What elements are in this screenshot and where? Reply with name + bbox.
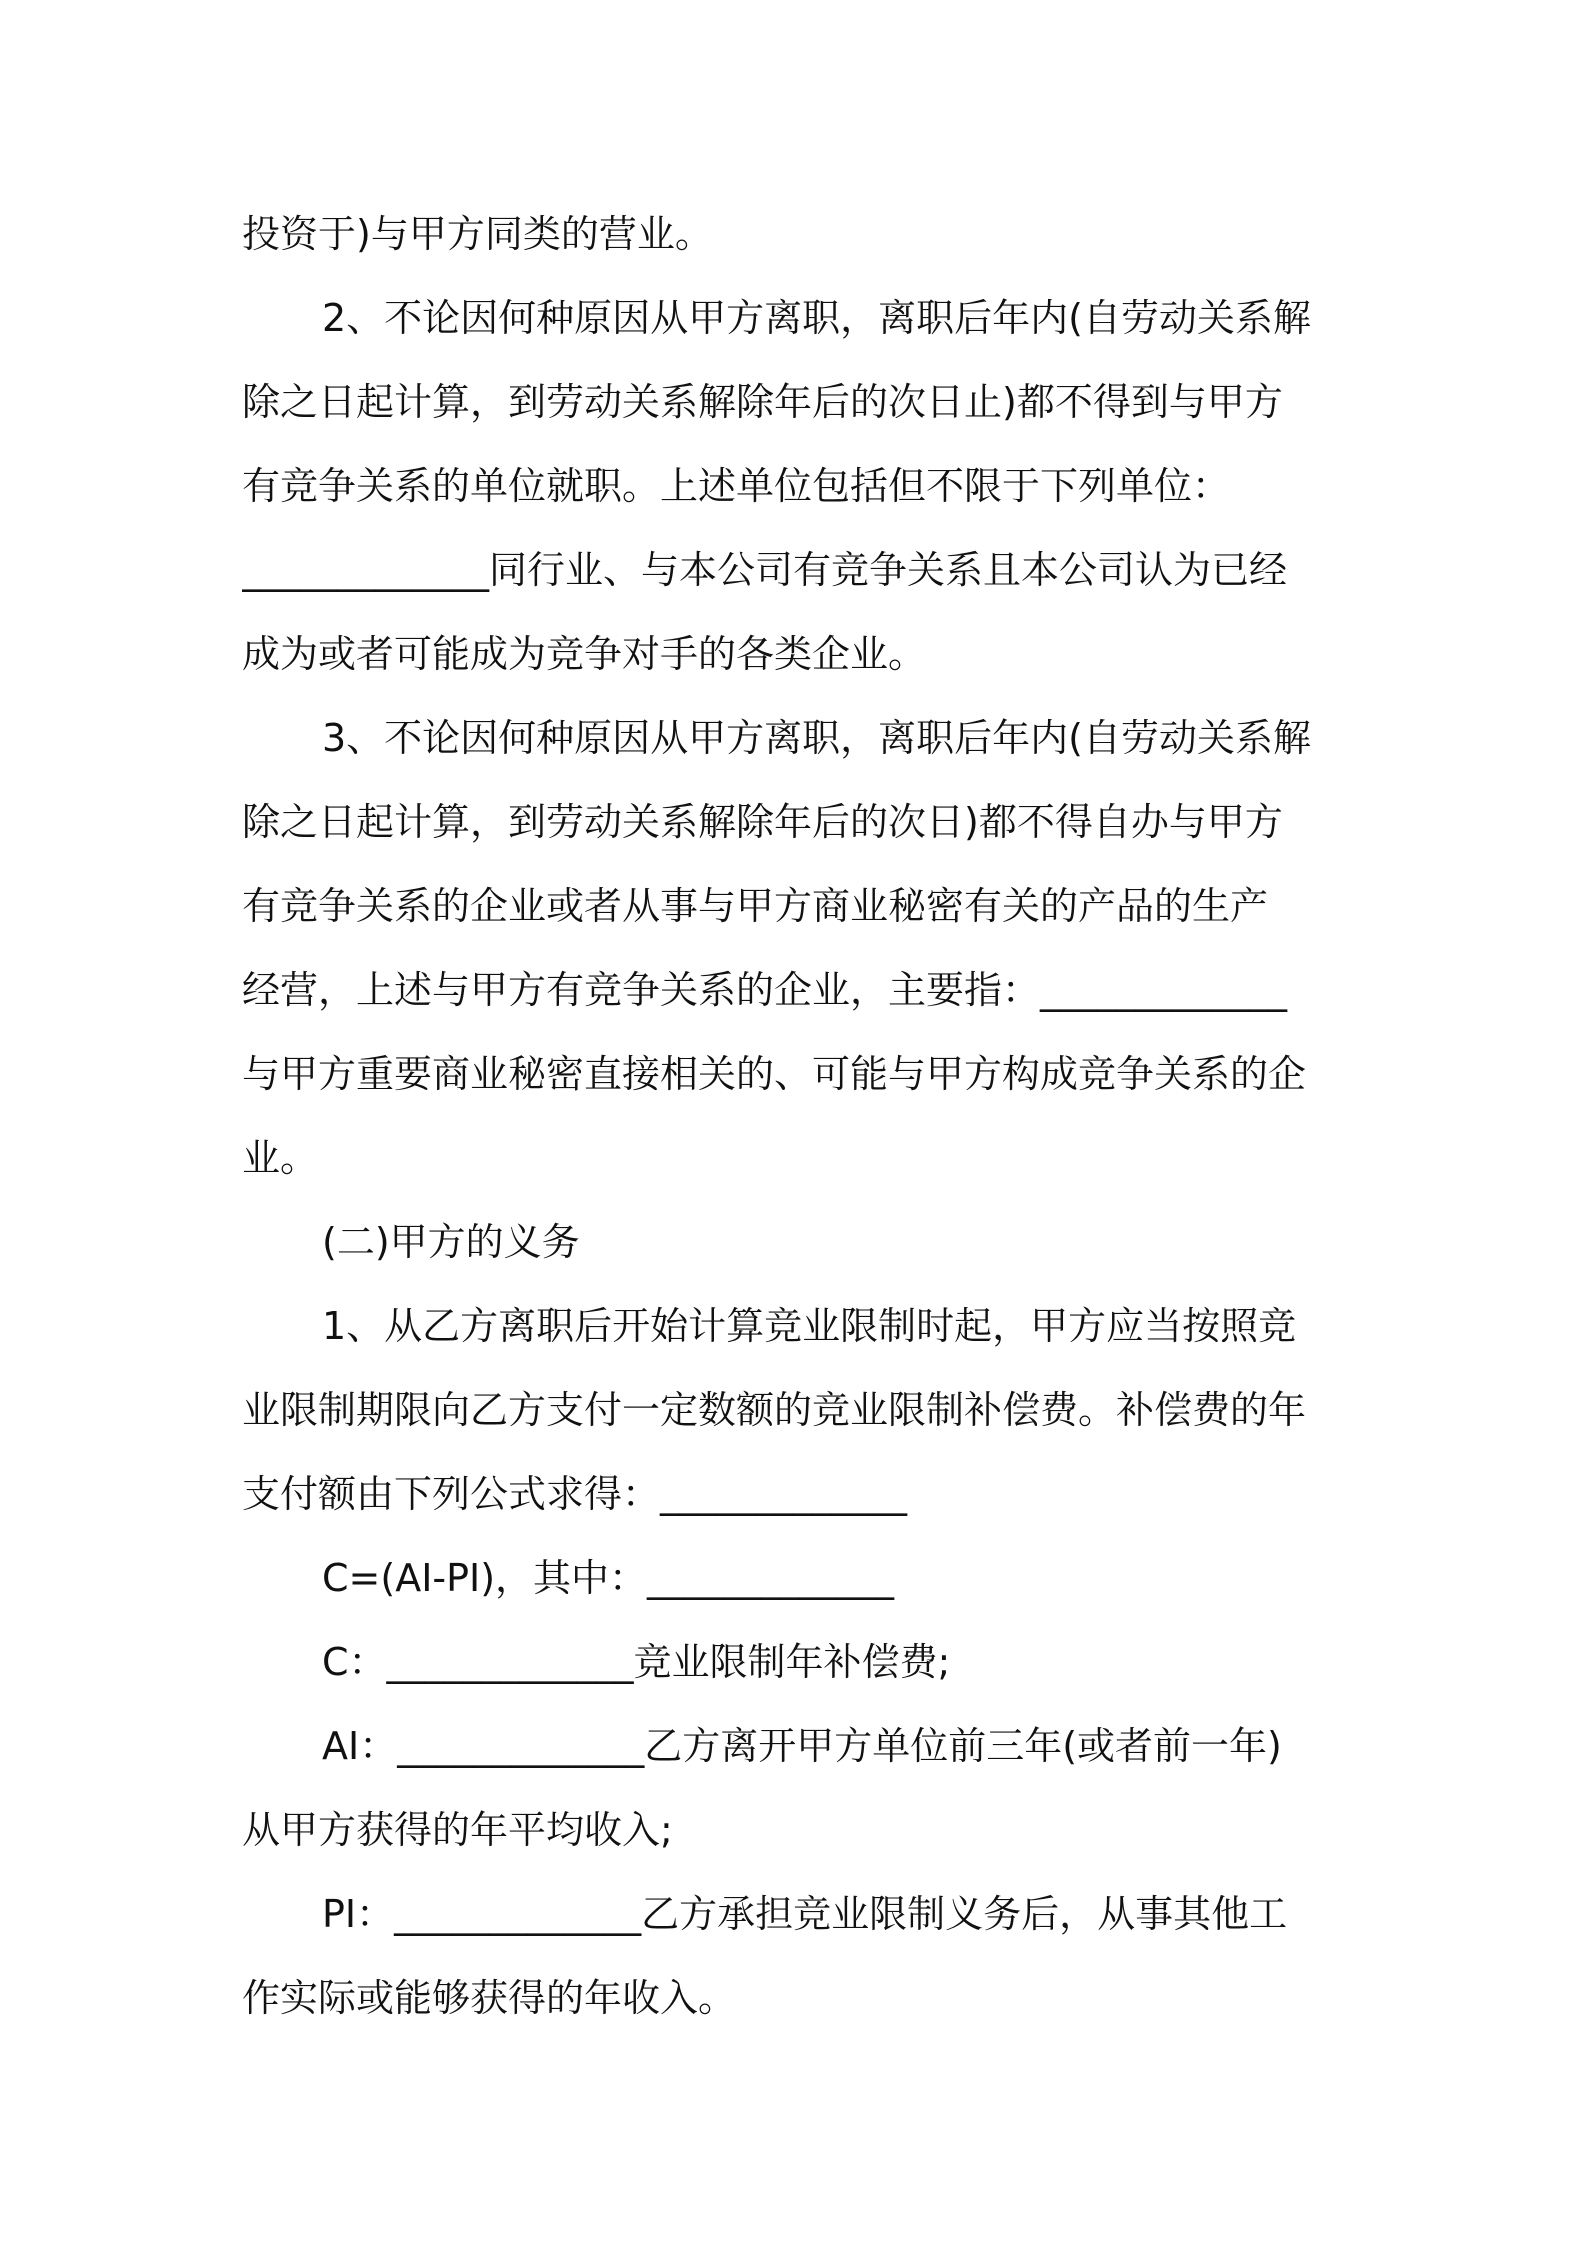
text-line: 业。 (242, 1136, 319, 1180)
text-line: 成为或者可能成为竞争对手的各类企业。 (242, 632, 927, 676)
text-line: _____________同行业、与本公司有竞争关系且本公司认为已经 (242, 548, 1288, 592)
text-line: 经营，上述与甲方有竞争关系的企业，主要指：_____________ (242, 968, 1288, 1012)
text-line: 作实际或能够获得的年收入。 (242, 1976, 737, 2020)
text-line: 有竞争关系的单位就职。上述单位包括但不限于下列单位： (242, 464, 1231, 508)
text-line: 与甲方重要商业秘密直接相关的、可能与甲方构成竞争关系的企 (242, 1052, 1307, 1096)
formula-term-c: C：_____________竞业限制年补偿费; (322, 1640, 951, 1684)
text-line: 投资于)与甲方同类的营业。 (242, 212, 713, 256)
text-line: 1、从乙方离职后开始计算竞业限制时起，甲方应当按照竞 (322, 1304, 1297, 1348)
formula-term-pi: PI：_____________乙方承担竞业限制义务后，从事其他工 (322, 1892, 1288, 1936)
text-line: 支付额由下列公式求得：_____________ (242, 1472, 908, 1516)
text-line: 除之日起计算，到劳动关系解除年后的次日止)都不得到与甲方 (242, 380, 1283, 424)
document-body (242, 192, 1354, 2040)
text-line: 除之日起计算，到劳动关系解除年后的次日)都不得自办与甲方 (242, 800, 1283, 844)
formula-line: C=(AI-PI)，其中：_____________ (322, 1556, 895, 1600)
text-line: 3、不论因何种原因从甲方离职，离职后年内(自劳动关系解 (322, 716, 1312, 760)
text-line: 有竞争关系的企业或者从事与甲方商业秘密有关的产品的生产 (242, 884, 1269, 928)
text-line: 从甲方获得的年平均收入; (242, 1808, 673, 1852)
formula-term-ai: AI：_____________乙方离开甲方单位前三年(或者前一年) (322, 1724, 1282, 1768)
text-line: 2、不论因何种原因从甲方离职，离职后年内(自劳动关系解 (322, 296, 1312, 340)
section-heading: (二)甲方的义务 (322, 1220, 580, 1264)
text-line: 业限制期限向乙方支付一定数额的竞业限制补偿费。补偿费的年 (242, 1388, 1307, 1432)
